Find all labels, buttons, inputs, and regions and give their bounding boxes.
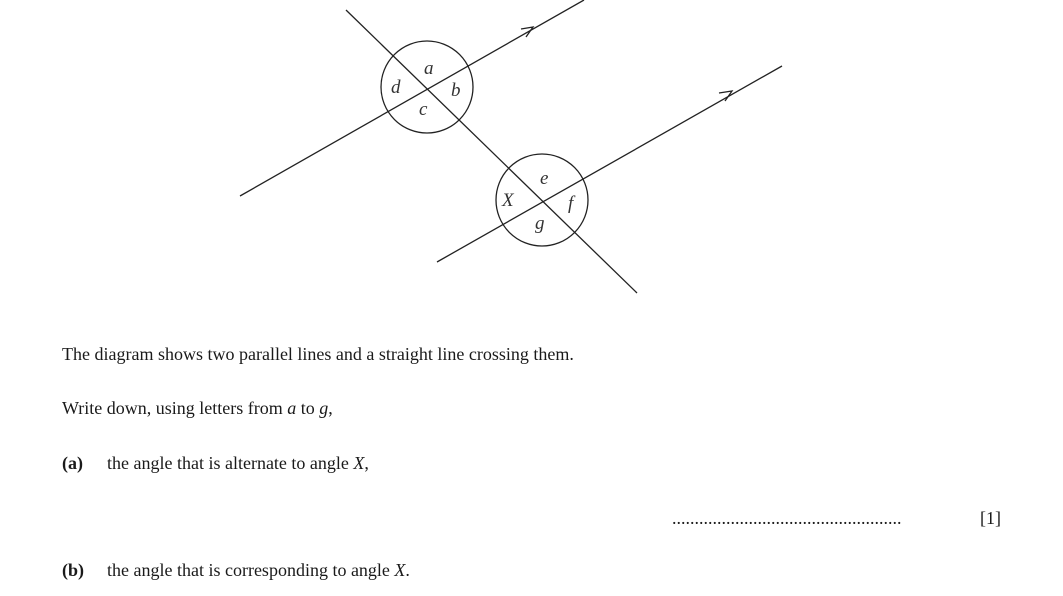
angle-label-a: a — [424, 58, 434, 79]
question-part-a — [62, 452, 369, 474]
part-a-suffix: , — [364, 453, 369, 473]
lower-parallel-line — [437, 66, 782, 262]
upper-parallel-line — [240, 0, 584, 196]
part-b-text: the angle that is corresponding to angle — [107, 560, 395, 580]
instruction-mid: to — [296, 398, 320, 418]
part-a-angle: X — [353, 453, 365, 473]
angle-label-c: c — [419, 99, 428, 120]
angle-label-g: g — [535, 213, 545, 234]
angle-label-b: b — [451, 80, 461, 101]
angle-label-x: X — [502, 190, 514, 211]
part-b-label: (b) — [62, 560, 84, 580]
part-a-text: the angle that is alternate to angle — [107, 453, 354, 473]
question-intro: The diagram shows two parallel lines and a straight line crossing them. — [62, 344, 574, 364]
answer-row-a — [672, 507, 1001, 529]
angle-label-e: e — [540, 168, 549, 189]
angle-label-d: d — [391, 77, 401, 98]
part-a-label: (a) — [62, 453, 83, 473]
question-part-b — [62, 559, 410, 581]
instruction-suffix: , — [328, 398, 333, 418]
instruction-prefix: Write down, using letters from — [62, 398, 288, 418]
instruction-to-letter: g — [319, 398, 329, 418]
marks-a: [1] — [980, 508, 1001, 528]
angle-label-f: f — [568, 193, 574, 214]
answer-line-a[interactable]: ................................................... — [672, 508, 902, 528]
part-b-suffix: . — [405, 560, 410, 580]
part-b-angle: X — [394, 560, 406, 580]
question-instruction — [62, 397, 333, 419]
instruction-from-letter: a — [287, 398, 297, 418]
